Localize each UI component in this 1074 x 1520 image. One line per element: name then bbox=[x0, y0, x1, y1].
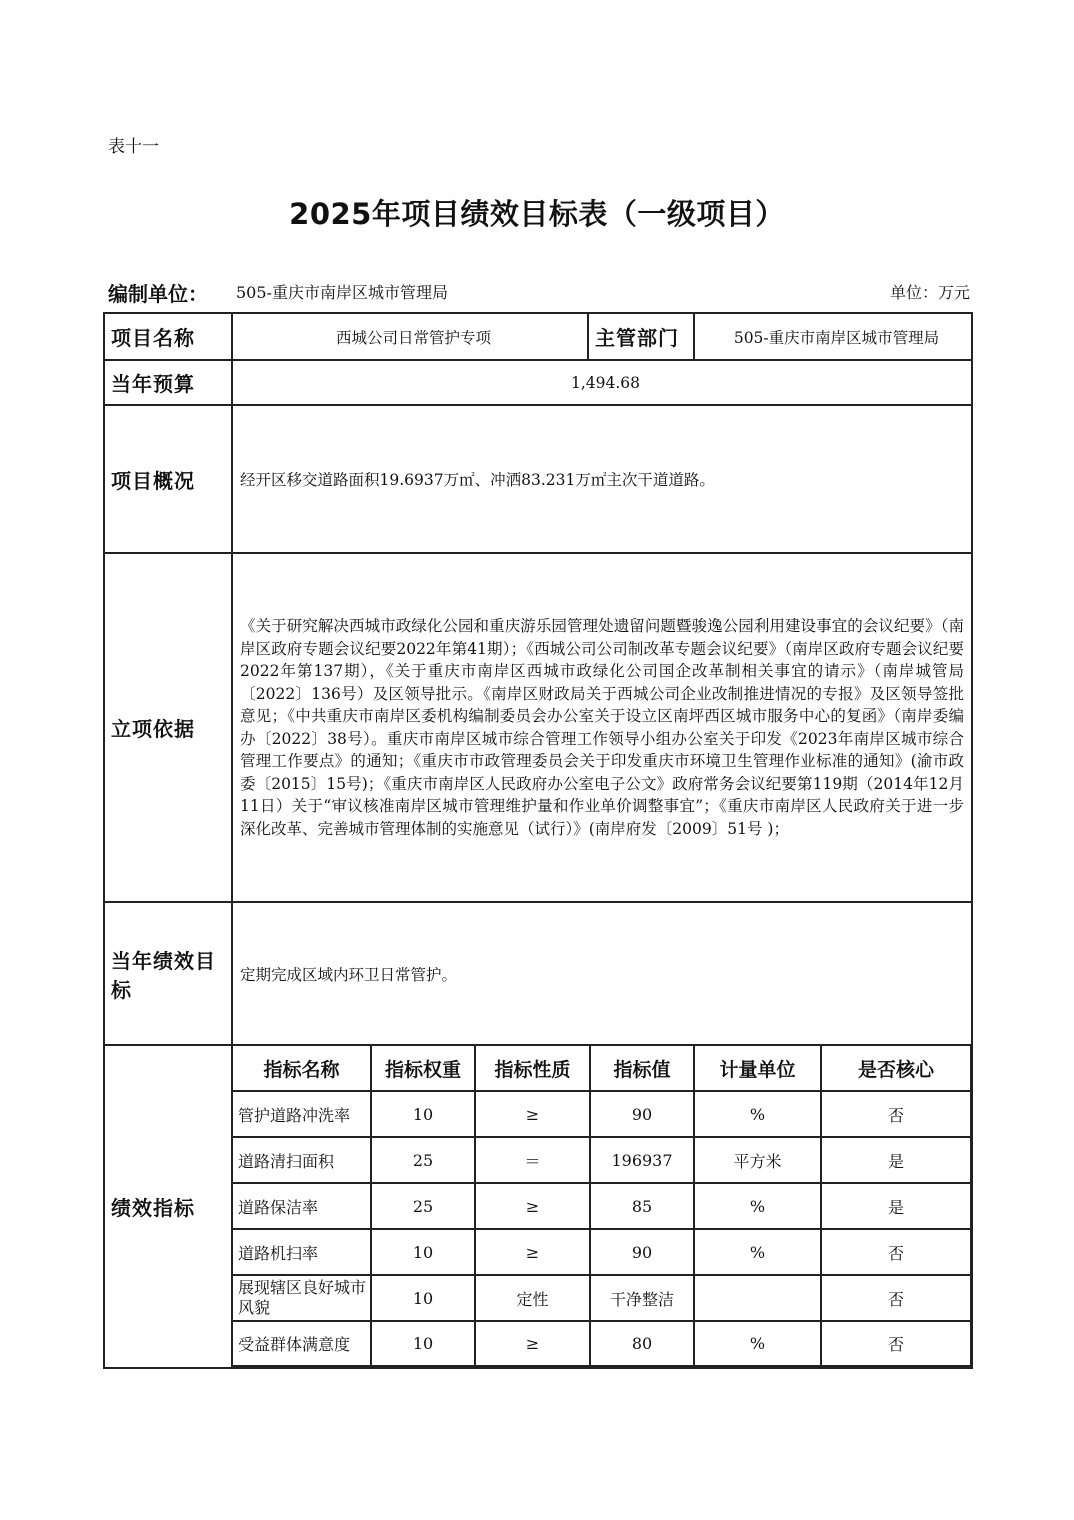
indicator-name: 展现辖区良好城市风貌 bbox=[233, 1275, 371, 1321]
project-name-value: 西城公司日常管护专项 bbox=[232, 313, 588, 360]
indicator-value: 196937 bbox=[590, 1137, 694, 1183]
indicator-name: 受益群体满意度 bbox=[233, 1321, 371, 1366]
budget-value: 1,494.68 bbox=[232, 360, 972, 405]
overview-value: 经开区移交道路面积19.6937万㎡、冲洒83.231万㎡主次干道道路。 bbox=[232, 405, 972, 553]
table-row bbox=[233, 1183, 971, 1229]
header-unit: 计量单位 bbox=[694, 1046, 821, 1091]
money-unit: 单位：万元 bbox=[889, 283, 970, 302]
table-row bbox=[233, 1137, 971, 1183]
indicator-core: 否 bbox=[821, 1275, 971, 1321]
indicator-cell bbox=[232, 1045, 972, 1368]
dept-label: 主管部门 bbox=[588, 313, 694, 360]
indicator-weight: 25 bbox=[371, 1137, 475, 1183]
indicator-core: 否 bbox=[821, 1229, 971, 1275]
basis-label: 立项依据 bbox=[104, 553, 232, 902]
indicator-value: 90 bbox=[590, 1091, 694, 1137]
header-indicator-value: 指标值 bbox=[590, 1046, 694, 1091]
indicator-name: 道路保洁率 bbox=[233, 1183, 371, 1229]
indicator-nature: ≥ bbox=[475, 1321, 590, 1366]
goal-label: 当年绩效目标 bbox=[104, 902, 232, 1045]
indicator-unit bbox=[694, 1275, 821, 1321]
indicator-unit: % bbox=[694, 1321, 821, 1366]
indicator-value: 85 bbox=[590, 1183, 694, 1229]
indicator-weight: 10 bbox=[371, 1091, 475, 1137]
performance-target-table bbox=[103, 312, 973, 1369]
compiling-unit-value: 505-重庆市南岸区城市管理局 bbox=[236, 283, 448, 302]
indicator-nature: ＝ bbox=[475, 1137, 590, 1183]
indicator-value: 80 bbox=[590, 1321, 694, 1366]
indicator-unit: 平方米 bbox=[694, 1137, 821, 1183]
indicator-nature: 定性 bbox=[475, 1275, 590, 1321]
indicator-unit: % bbox=[694, 1229, 821, 1275]
header-indicator-weight: 指标权重 bbox=[371, 1046, 475, 1091]
indicator-label: 绩效指标 bbox=[104, 1045, 232, 1368]
indicator-name: 道路机扫率 bbox=[233, 1229, 371, 1275]
header-indicator-nature: 指标性质 bbox=[475, 1046, 590, 1091]
indicator-nature: ≥ bbox=[475, 1183, 590, 1229]
indicator-core: 否 bbox=[821, 1321, 971, 1366]
indicator-weight: 25 bbox=[371, 1183, 475, 1229]
compiling-unit-label: 编制单位： bbox=[108, 282, 208, 306]
indicator-nature: ≥ bbox=[475, 1229, 590, 1275]
header-is-core: 是否核心 bbox=[821, 1046, 971, 1091]
dept-value: 505-重庆市南岸区城市管理局 bbox=[694, 313, 972, 360]
indicator-weight: 10 bbox=[371, 1321, 475, 1366]
indicator-value: 干净整洁 bbox=[590, 1275, 694, 1321]
indicator-weight: 10 bbox=[371, 1229, 475, 1275]
document-title: 2025年项目绩效目标表（一级项目） bbox=[289, 197, 785, 231]
indicator-core: 是 bbox=[821, 1183, 971, 1229]
header-indicator-name: 指标名称 bbox=[233, 1046, 371, 1091]
indicator-core: 否 bbox=[821, 1091, 971, 1137]
indicator-unit: % bbox=[694, 1183, 821, 1229]
table-row bbox=[233, 1091, 971, 1137]
table-number: 表十一 bbox=[108, 137, 159, 157]
indicator-core: 是 bbox=[821, 1137, 971, 1183]
indicator-table bbox=[233, 1046, 972, 1367]
overview-label: 项目概况 bbox=[104, 405, 232, 553]
project-name-label: 项目名称 bbox=[104, 313, 232, 360]
indicator-name: 管护道路冲洗率 bbox=[233, 1091, 371, 1137]
basis-value: 《关于研究解决西城市政绿化公园和重庆游乐园管理处遗留问题暨骏逸公园利用建设事宜的会议纪要》（南岸区政府专题会议纪要2022年第41期）；《西城公司公司制改革专题会议纪要》（南岸区政府专题会议纪要2022年第137期），《关于重庆市南岸区西城市政绿化公司国企改革制相关事宜的请示》（南岸城管局〔2022〕136号）及区领导批示。《南岸区财政局关于西城公司企业改制推进情况的专报》及区领导签批意见；《中共重庆市南岸区委机构编制委员会办公室关于设立区南坪西区城市服务中心的复函》（南岸委编办〔2022〕38号）。重庆市南岸区城市综合管理工作领导小组办公室关于印发《2023年南岸区城市综合管理工作要点》的通知；《重庆市市政管理委员会关于印发重庆市环境卫生管理作业标准的通知》(渝市政委〔2015〕15号)；《重庆市南岸区人民政府办公室电子公文》政府常务会议纪要第119期（2014年12月11日）关于“审议核准南岸区城市管理维护量和作业单价调整事宜”；《重庆市南岸区人民政府关于进一步深化改革、完善城市管理体制的实施意见（试行）》(南岸府发〔2009〕51号 )； bbox=[232, 553, 972, 902]
table-row bbox=[233, 1321, 971, 1366]
goal-value: 定期完成区域内环卫日常管护。 bbox=[232, 902, 972, 1045]
table-row bbox=[233, 1275, 971, 1321]
indicator-value: 90 bbox=[590, 1229, 694, 1275]
table-row bbox=[233, 1229, 971, 1275]
indicator-unit: % bbox=[694, 1091, 821, 1137]
indicator-name: 道路清扫面积 bbox=[233, 1137, 371, 1183]
budget-label: 当年预算 bbox=[104, 360, 232, 405]
indicator-weight: 10 bbox=[371, 1275, 475, 1321]
indicator-nature: ≥ bbox=[475, 1091, 590, 1137]
